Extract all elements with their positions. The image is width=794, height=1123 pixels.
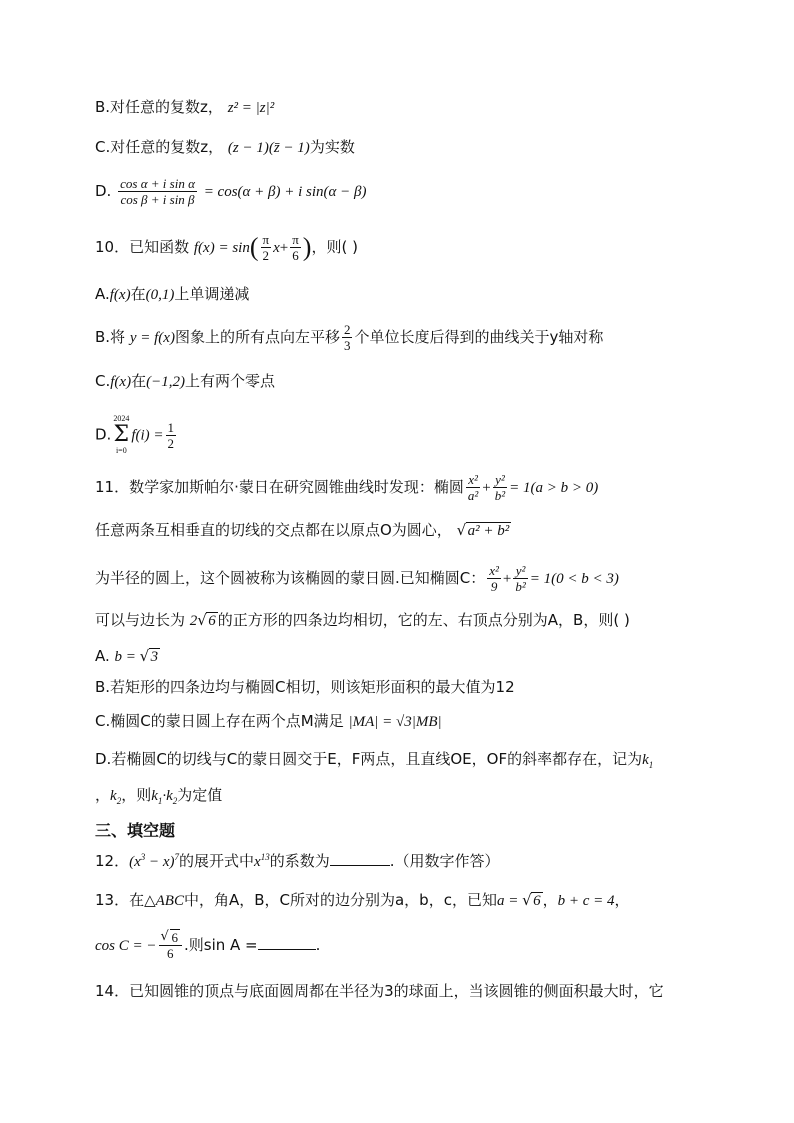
q11-k1: $k_1$ <box>642 752 654 770</box>
q11-stem1: 11．数学家加斯帕尔·蒙日在研究圆锥曲线时发现：椭圆 <box>95 478 464 496</box>
q11-option-d-line1 <box>95 748 653 776</box>
q10-frac-pi6: $\frac{\pi}{6}$ <box>292 232 299 263</box>
q11-cond2: = 1(0 < b < 3) <box>529 571 619 587</box>
q10-option-b-text1: 图象上的所有点向左平移 <box>174 328 340 346</box>
q9-option-c-formula: (z − 1)(z̄ − 1) <box>227 140 310 156</box>
q13-line1: 13．在△ABC中，角A，B，C所对的边分别为a，b，c，已知a = √ 6 ，b + c = 4， <box>95 889 630 912</box>
q11-side-length: 2√ 6 <box>190 613 218 629</box>
q10-option-c-f: f(x) <box>110 374 132 390</box>
q12-term: $x^{13}$ <box>254 852 270 870</box>
q10-stem-b: ，则( ) <box>311 238 358 256</box>
q9-option-d <box>95 176 367 207</box>
q12-answer-blank[interactable] <box>330 851 390 866</box>
q13-text-d: . <box>315 936 321 954</box>
q11-option-d-text1: D.若椭圆C的切线与C的蒙日圆交于E，F两点，且直线OE，OF的斜率都存在，记为 <box>95 750 643 768</box>
q12 <box>95 846 500 873</box>
q10-option-a-tail: 上单调递减 <box>174 285 250 303</box>
q10-option-d-fi: f(i) = <box>131 427 164 444</box>
q14-text: 14．已知圆锥的顶点与底面圆周都在半径为3的球面上，当该圆锥的侧面积最大时，它 <box>95 982 664 1000</box>
q10-option-c-mid: 在 <box>131 372 147 390</box>
q10-option-d-frac <box>166 420 177 451</box>
q10-option-d-sum <box>113 414 129 456</box>
q11-option-d-then: ，则 <box>121 786 152 804</box>
q10-frac-pi2: $\frac{\pi}{2}$ <box>262 232 270 263</box>
q11-sqrt <box>457 520 512 542</box>
q13-line2 <box>95 930 320 961</box>
q10-option-b-text2: 个单位长度后得到的曲线关于y轴对称 <box>354 328 604 346</box>
q10-option-b <box>95 322 603 353</box>
q10-sum-lower: i=0 <box>115 446 127 455</box>
q11-k1k2: $k_1\cdot k_2$ <box>151 788 178 806</box>
q13-number: 13．在 <box>95 891 145 909</box>
q12-number: 12． <box>95 852 130 870</box>
q9-option-c-label: C.对任意的复数z， <box>95 138 224 156</box>
q10-paren-open: ( <box>249 232 259 262</box>
q9-option-d-label: D. <box>95 182 112 200</box>
q13-cond-a: a = √ 6 <box>497 893 543 909</box>
q10-option-b-frac <box>342 322 353 353</box>
q13-text-b: 中，角A，B，C所对的边分别为a，b，c，已知 <box>183 891 497 909</box>
q11-sqrt-text: a² + b² <box>467 523 510 539</box>
q10-option-a <box>95 283 249 306</box>
q9-option-c-tail: 为实数 <box>309 138 355 156</box>
q11-stem4b: 的正方形的四条边均相切，它的左、右顶点分别为A，B，则( ) <box>217 611 630 629</box>
q9-option-d-den: cos β + i sin β <box>120 192 195 207</box>
q13-text-c: .则sin A = <box>184 936 258 954</box>
q11-stem3: 为半径的圆上，这个圆被称为该椭圆的蒙日圆.已知椭圆C： <box>95 569 486 587</box>
q9-option-b-formula: z² = |z|² <box>227 100 275 116</box>
q10-option-c-tail: 上有两个零点 <box>184 372 275 390</box>
q11-stem4a: 可以与边长为 <box>95 611 186 629</box>
q11-option-d-comma: ， <box>95 786 111 804</box>
q12-text-b: 的展开式中 <box>179 852 255 870</box>
q11-option-c <box>95 710 442 733</box>
q9-option-d-num: cos α + i sin α <box>120 176 195 191</box>
q10-option-d-den: 2 <box>167 435 175 451</box>
q9-option-b <box>95 96 274 119</box>
section-title: 三、填空题 <box>95 821 176 840</box>
sigma-icon: Σ <box>113 422 130 447</box>
q10-option-b-num: 2 <box>343 322 351 337</box>
q11-option-c-formula: |MA| = √3|MB| <box>348 714 442 730</box>
q10-option-b-label: B.将 <box>95 328 126 346</box>
q11-option-b-text: B.若矩形的四条边均与椭圆C相切，则该矩形面积的最大值为12 <box>95 678 515 696</box>
q11-stem-line2 <box>95 519 511 542</box>
q11-frac-y2b2: $\frac{\text{y²}}{\text{b²}}$ <box>494 472 506 503</box>
q10-option-a-f: f(x) <box>109 287 131 303</box>
q11-option-d-tail: 为定值 <box>177 786 223 804</box>
q9-option-c <box>95 136 355 159</box>
q10-stem-fx: f(x) = sin <box>193 240 250 256</box>
q10-option-c-interval: (−1,2) <box>146 374 185 390</box>
q10-stem-a: 10．已知函数 <box>95 238 190 256</box>
q13-answer-blank[interactable] <box>258 935 316 950</box>
q9-option-b-label: B.对任意的复数z， <box>95 98 223 116</box>
q13-frac: √ $\frac{6}{6}$ <box>159 930 183 961</box>
q11-frac-x2-9: $\frac{\text{x²}}{9}$ <box>489 563 499 594</box>
q11-stem-line4 <box>95 609 630 632</box>
q10-paren-close: ) <box>302 232 312 262</box>
q11-option-d-line2 <box>95 784 222 812</box>
q9-option-d-fraction <box>118 176 197 207</box>
q10-option-b-eq: y = f(x) <box>129 330 175 346</box>
q11-frac-y2b2-2: $\frac{\text{y²}}{\text{b²}}$ <box>515 563 526 594</box>
q11-stem-line1: 11．数学家加斯帕尔·蒙日在研究圆锥曲线时发现：椭圆 $\frac{\text{x²}}{\text{a²}}$ + $\frac{\text{y²}}{\text{b²}}$ = 1(a > b > 0) <box>95 472 599 503</box>
q11-stem-line3: 为半径的圆上，这个圆被称为该椭圆的蒙日圆.已知椭圆C： $\frac{\text{x²}}{9}$ + $\frac{\text{y²}}{\text{b²}}$ = 1(0 < b < 3) <box>95 563 619 594</box>
q11-option-a <box>95 645 160 668</box>
q10-stem: 10．已知函数 f(x) = sin( $\frac{\pi}{2}$ x+ $\frac{\pi}{6}$ )，则( ) <box>95 232 358 263</box>
q9-option-d-rhs: = cos(α + β) + i sin(α − β) <box>203 184 367 200</box>
q11-option-b <box>95 676 515 698</box>
q11-k2: $k_2$ <box>110 788 122 806</box>
q13-triangle: △ABC <box>144 893 184 909</box>
q10-option-d-num: 1 <box>167 419 175 435</box>
q13-cond-bc: b + c = 4 <box>557 893 615 909</box>
q10-option-a-mid: 在 <box>130 285 146 303</box>
q10-option-d-label: D. <box>95 425 112 444</box>
q13-cos-label: cos C = − <box>95 938 157 954</box>
q11-option-c-text: C.椭圆C的蒙日圆上存在两个点M满足 <box>95 712 344 730</box>
q11-option-a-label: A. <box>95 647 110 665</box>
q10-option-a-interval: (0,1) <box>145 287 175 303</box>
q12-text-c: 的系数为 <box>269 852 330 870</box>
q14 <box>95 980 664 1002</box>
q10-sum-upper: 2024 <box>113 414 130 423</box>
q10-option-c-label: C. <box>95 372 111 390</box>
q11-frac-x2a2: $\frac{\text{x²}}{\text{a²}}$ <box>467 472 479 503</box>
q10-option-d <box>95 414 178 456</box>
q12-binomial: $(x^3 - x)^7$ <box>129 852 180 870</box>
q11-option-a-formula: b = √ 3 <box>115 649 161 665</box>
q12-text-d: .（用数字作答） <box>389 852 500 870</box>
q11-cond1: = 1(a > b > 0) <box>509 480 599 496</box>
q11-stem2: 任意两条互相垂直的切线的交点都在以原点O为圆心， <box>95 521 452 539</box>
q10-option-c <box>95 370 275 393</box>
q10-option-b-den: 3 <box>343 338 351 353</box>
q10-option-a-label: A. <box>95 285 110 303</box>
